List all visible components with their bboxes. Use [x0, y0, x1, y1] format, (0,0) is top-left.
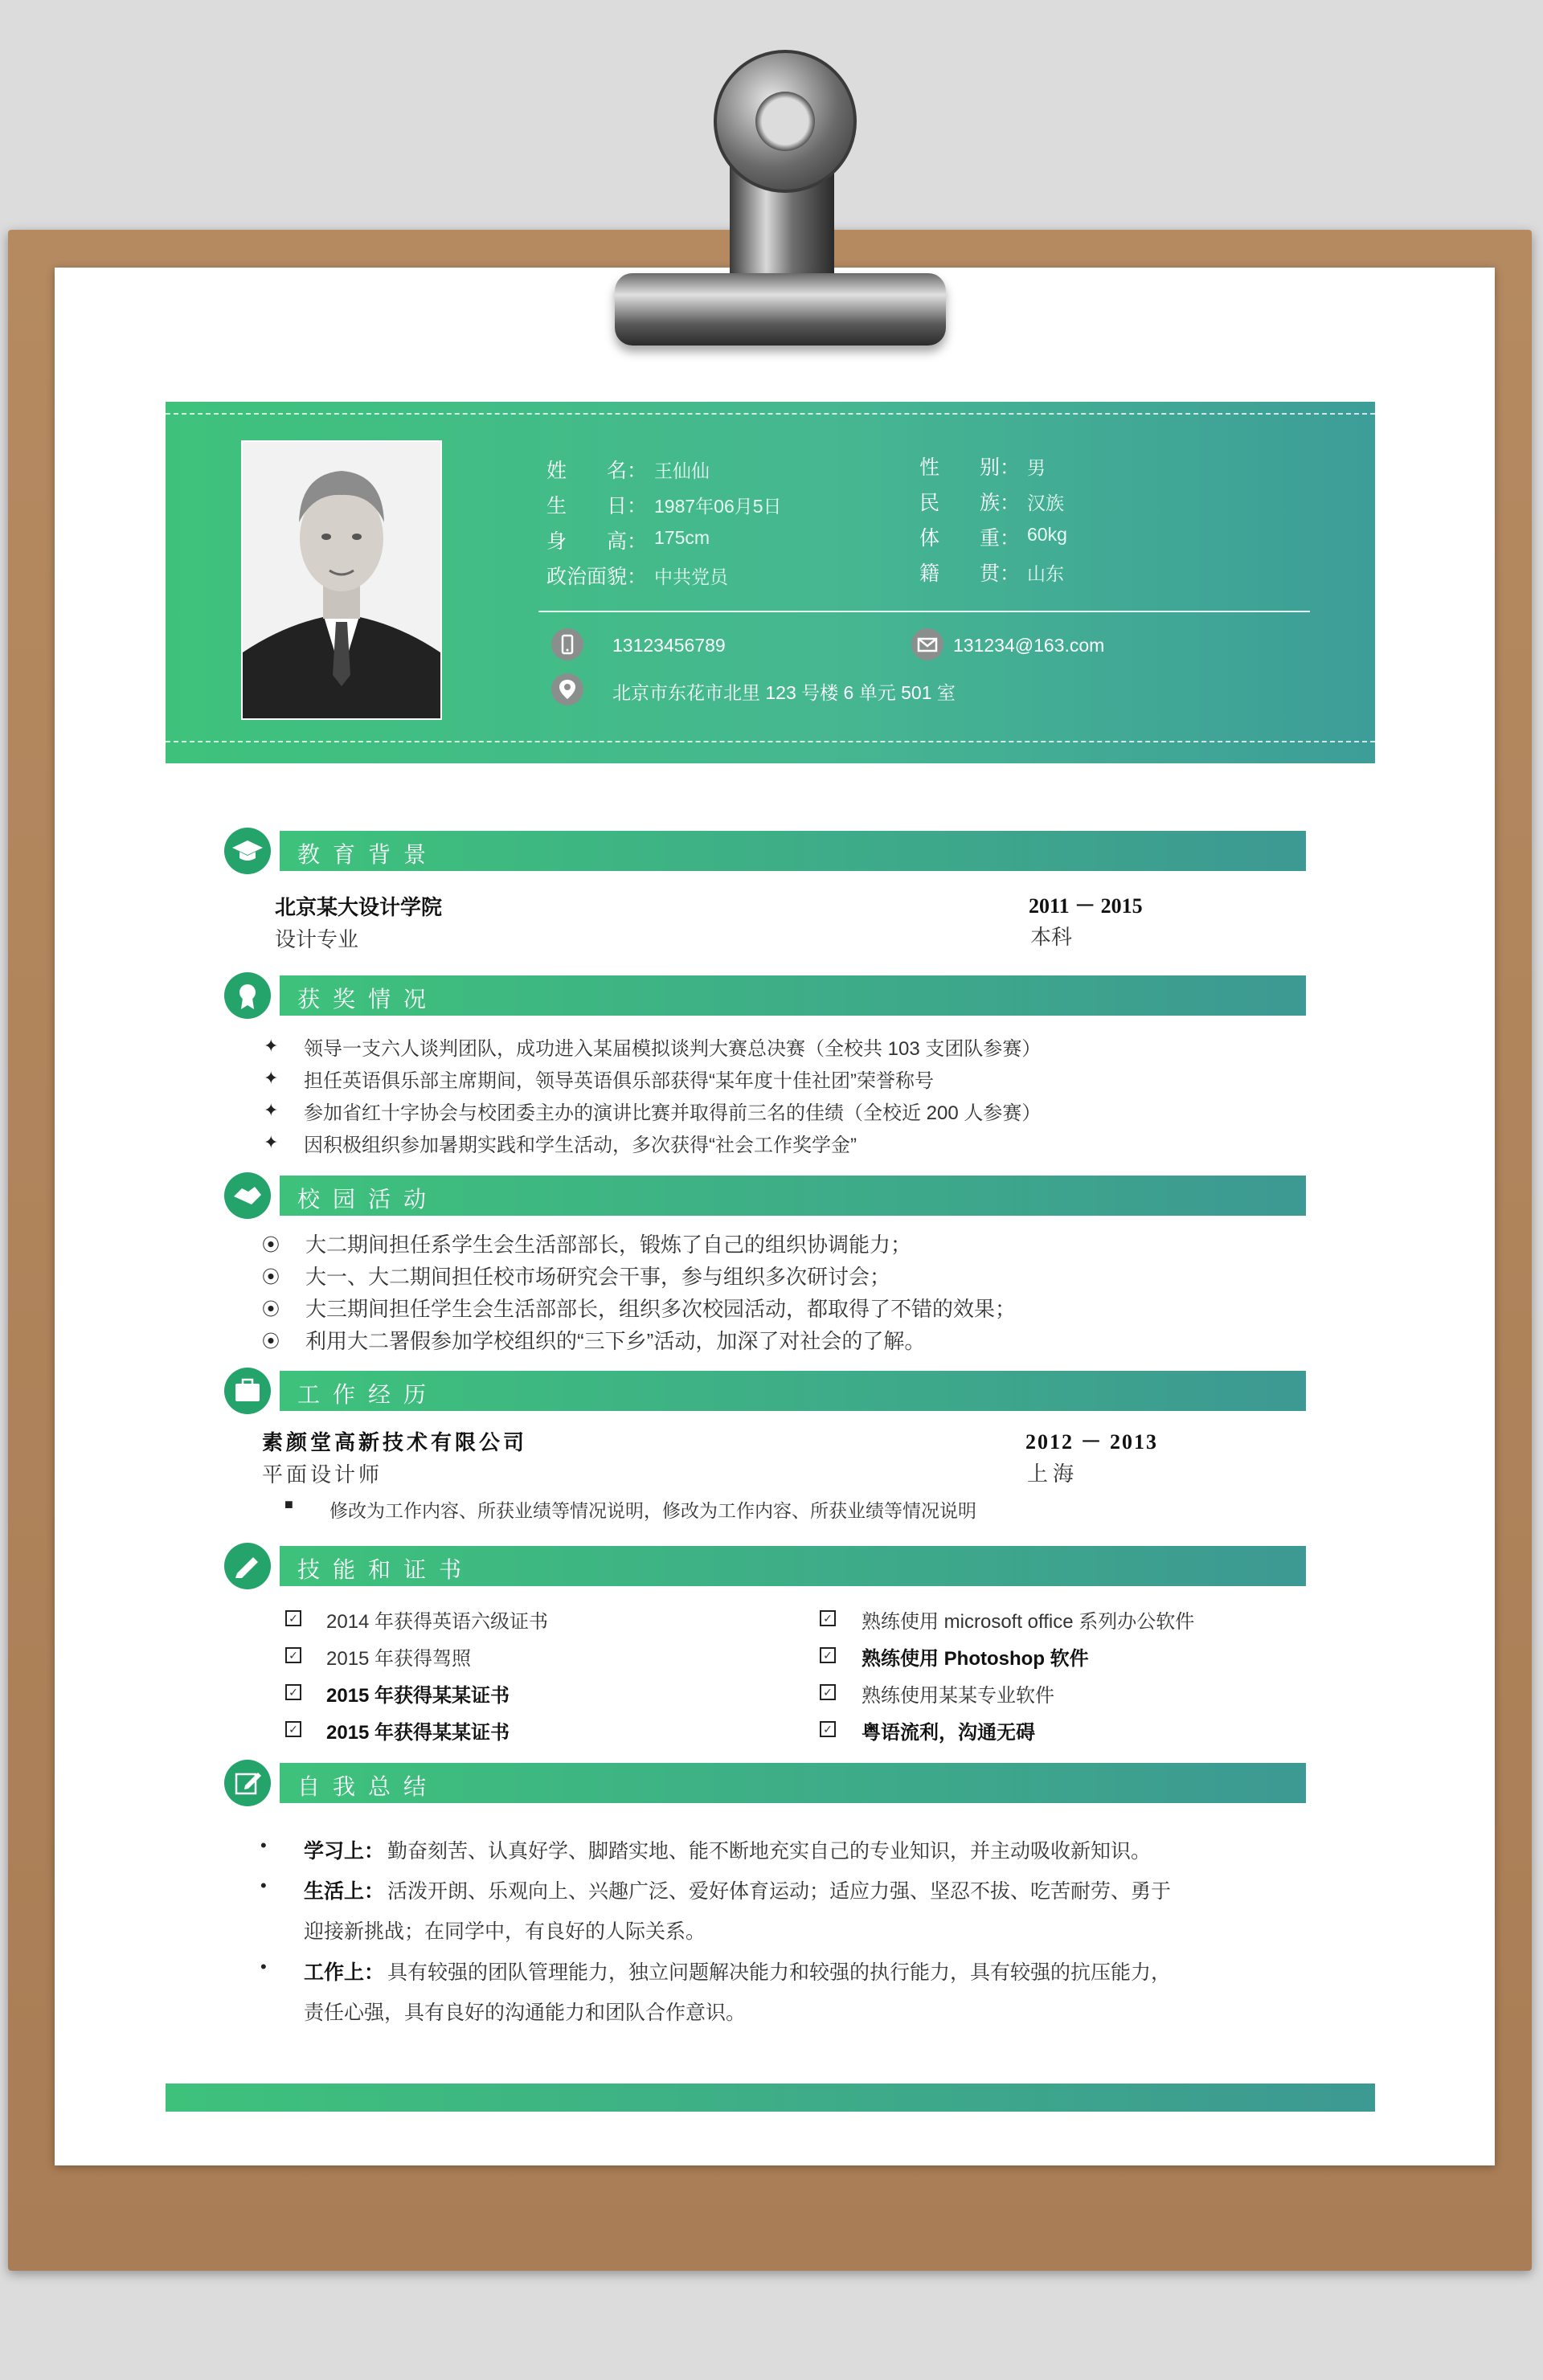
address-value: 北京市东花市北里 123 号楼 6 单元 501 室	[612, 682, 956, 703]
origin-value: 山东	[1027, 563, 1064, 584]
checkbox-checked: ✓	[820, 1647, 836, 1663]
birth-label: 生 日：	[546, 495, 648, 517]
major: 设计专业	[275, 927, 359, 951]
height-value: 175cm	[654, 527, 710, 548]
contact-divider	[538, 611, 1310, 612]
list-bullet: ✦	[264, 1036, 279, 1056]
graduation-cap-icon	[224, 828, 271, 874]
section-awards-bar	[280, 975, 1306, 1016]
location-pin-icon	[551, 673, 583, 705]
education-years: 2011 － 2015	[1029, 894, 1143, 918]
section-education-title: 教育背景	[297, 842, 440, 867]
summary-life-text-cont: 迎接新挑战；在同学中，有良好的人际关系。	[304, 1920, 706, 1943]
list-bullet: ■	[284, 1496, 293, 1512]
skill-item: 熟练使用 Photoshop 软件	[862, 1648, 1089, 1670]
checkbox-checked: ✓	[285, 1684, 301, 1700]
section-work-bar	[280, 1371, 1306, 1411]
list-item: 大一、大二期间担任校市场研究会干事，参与组织多次研讨会；	[305, 1265, 891, 1289]
checkbox-checked: ✓	[285, 1647, 301, 1663]
phone-value: 13123456789	[612, 635, 726, 656]
divider-dashed-bottom	[166, 741, 1375, 742]
section-campus-title: 校园活动	[297, 1187, 440, 1212]
list-item: 参加省红十字协会与校团委主办的演讲比赛并取得前三名的佳绩（全校近 200 人参赛）	[304, 1102, 1042, 1124]
work-city: 上海	[1027, 1462, 1079, 1486]
divider-dashed-top	[166, 413, 1375, 415]
checkbox-checked: ✓	[285, 1721, 301, 1737]
profile-header	[166, 402, 1375, 763]
skill-item: 2015 年获得某某证书	[326, 1722, 510, 1744]
section-campus-bar	[280, 1176, 1306, 1216]
work-description: 修改为工作内容、所获业绩等情况说明，修改为工作内容、所获业绩等情况说明	[329, 1500, 976, 1521]
profile-photo	[241, 440, 442, 720]
section-skills-title: 技能和证书	[297, 1557, 475, 1582]
list-item: 利用大二署假参加学校组织的“三下乡”活动，加深了对社会的了解。	[305, 1329, 926, 1353]
list-bullet: ⦿	[262, 1235, 280, 1255]
summary-work-label: 工作上：	[304, 1961, 385, 1984]
checkbox-checked: ✓	[820, 1684, 836, 1700]
skill-item: 粤语流利，沟通无碍	[862, 1722, 1035, 1744]
name-value: 王仙仙	[654, 460, 710, 481]
list-bullet: •	[260, 1835, 267, 1855]
name-label: 姓 名：	[546, 460, 648, 482]
skill-item: 2014 年获得英语六级证书	[326, 1611, 549, 1633]
footer-bar	[166, 2084, 1375, 2112]
summary-life-text: 活泼开朗、乐观向上、兴趣广泛、爱好体育运动；适应力强、坚忍不拔、吃苦耐劳、勇于	[387, 1880, 1172, 1903]
weight-value: 60kg	[1027, 524, 1067, 545]
handshake-icon	[224, 1172, 271, 1219]
section-work-title: 工作经历	[297, 1382, 440, 1407]
summary-work-text-cont: 责任心强，具有良好的沟通能力和团队合作意识。	[304, 2002, 747, 2024]
skill-item: 2015 年获得某某证书	[326, 1685, 510, 1707]
skill-item: 2015 年获得驾照	[326, 1648, 472, 1670]
list-bullet: •	[260, 1875, 267, 1895]
list-bullet: ⦿	[262, 1299, 280, 1319]
summary-life-label: 生活上：	[304, 1880, 385, 1903]
checkbox-checked: ✓	[820, 1721, 836, 1737]
height-label: 身 高：	[546, 530, 648, 553]
summary-study-label: 学习上：	[304, 1840, 385, 1863]
skill-item: 熟练使用某某专业软件	[862, 1685, 1054, 1707]
ethnic-value: 汉族	[1027, 493, 1064, 513]
list-item: 因积极组织参加暑期实践和学生活动，多次获得“社会工作奖学金”	[304, 1135, 857, 1156]
email-value: 131234@163.com	[953, 635, 1105, 656]
list-item: 大三期间担任学生会生活部部长，组织多次校园活动，都取得了不错的效果；	[305, 1297, 1017, 1321]
mail-icon	[911, 628, 943, 660]
section-skills-bar	[280, 1546, 1306, 1586]
phone-icon	[551, 628, 583, 660]
list-bullet: ⦿	[262, 1267, 280, 1287]
job-position: 平面设计师	[262, 1462, 383, 1486]
section-summary-bar	[280, 1763, 1306, 1803]
origin-label: 籍 贯：	[919, 562, 1021, 585]
section-summary-title: 自我总结	[297, 1774, 440, 1799]
skill-item: 熟练使用 microsoft office 系列办公软件	[862, 1611, 1195, 1633]
work-years: 2012 － 2013	[1025, 1430, 1159, 1454]
list-item: 领导一支六人谈判团队，成功进入某届模拟谈判大赛总决赛（全校共 103 支团队参赛）	[304, 1038, 1042, 1060]
summary-work-text: 具有较强的团队管理能力，独立问题解决能力和较强的执行能力，具有较强的抗压能力，	[387, 1961, 1172, 1984]
degree: 本科	[1030, 925, 1073, 949]
binder-clip-ring	[714, 50, 857, 193]
summary-study-text: 勤奋刻苦、认真好学、脚踏实地、能不断地充实自己的专业知识，并主动吸收新知识。	[387, 1840, 1152, 1863]
gender-label: 性 别：	[919, 456, 1021, 479]
gender-value: 男	[1027, 457, 1046, 478]
ethnic-label: 民 族：	[919, 492, 1021, 514]
section-education-bar	[280, 831, 1306, 871]
political-label: 政治面貌：	[546, 566, 648, 588]
pencil-ruler-icon	[224, 1543, 271, 1589]
birth-value: 1987年06月5日	[654, 496, 782, 517]
award-medal-icon	[224, 972, 271, 1019]
list-item: 大二期间担任系学生会生活部部长，锻炼了自己的组织协调能力；	[305, 1233, 912, 1257]
list-bullet: •	[260, 1957, 267, 1977]
checkbox-checked: ✓	[285, 1610, 301, 1626]
political-value: 中共党员	[654, 566, 728, 587]
company-name: 素颜堂高新技术有限公司	[262, 1430, 528, 1454]
list-bullet: ✦	[264, 1100, 279, 1120]
edit-note-icon	[224, 1760, 271, 1806]
list-item: 担任英语俱乐部主席期间，领导英语俱乐部获得“某年度十佳社团”荣誉称号	[304, 1070, 934, 1092]
weight-label: 体 重：	[919, 527, 1021, 550]
list-bullet: ✦	[264, 1068, 279, 1088]
list-bullet: ⦿	[262, 1331, 280, 1352]
list-bullet: ✦	[264, 1132, 279, 1152]
briefcase-icon	[224, 1368, 271, 1414]
school-name: 北京某大设计学院	[275, 895, 443, 919]
checkbox-checked: ✓	[820, 1610, 836, 1626]
section-awards-title: 获奖情况	[297, 987, 440, 1012]
binder-clip-base	[615, 273, 946, 346]
